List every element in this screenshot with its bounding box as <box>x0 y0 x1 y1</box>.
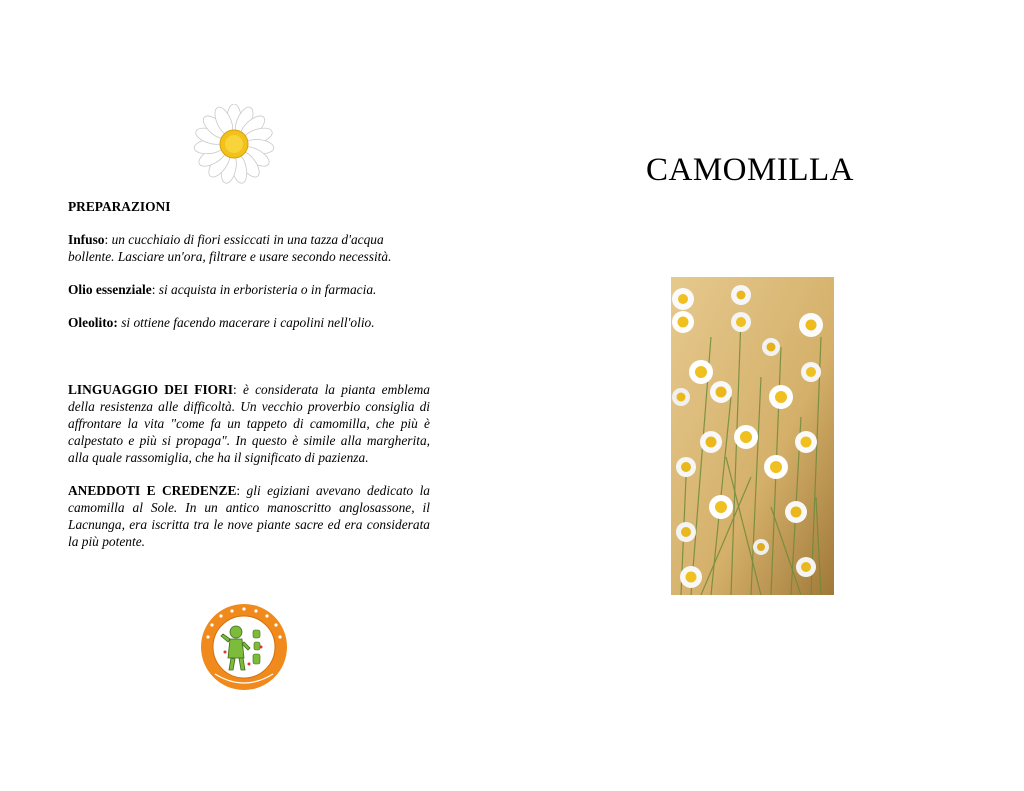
olio-label: Olio essenziale <box>68 282 152 297</box>
linguaggio-text: è considerata la pianta emblema della resistenza alle difficoltà. Un vecchio proverbio consiglia di affrontare la vita "come fa un tappeto di camomilla, che più è calpestato e più si propaga". In questo è simile alla margherita, alla quale rassomiglia, che ha il significato di pazienza. <box>68 382 430 465</box>
chamomile-photo <box>671 277 834 595</box>
infuso-sep: : <box>104 232 109 247</box>
preparazioni-heading: PREPARAZIONI <box>68 199 171 214</box>
oleolito-text: si ottiene facendo macerare i capolini nell'olio. <box>117 315 375 330</box>
aneddoti-paragraph <box>68 482 430 550</box>
text-column <box>68 198 430 550</box>
infuso-paragraph <box>68 231 430 265</box>
aneddoti-sep: : <box>236 483 241 498</box>
oleolito-paragraph <box>68 314 430 331</box>
page-title: CAMOMILLA <box>646 152 854 188</box>
oleolito-label: Oleolito: <box>68 315 118 330</box>
olio-paragraph <box>68 281 430 298</box>
linguaggio-label: LINGUAGGIO DEI FIORI <box>68 382 233 397</box>
aneddoti-text: gli egiziani avevano dedicato la camomilla al Sole. In un antico manoscritto anglosassone, il Lacnunga, era iscritta tra le nove piante sacre ed era considerata la più potente. <box>68 483 430 549</box>
cooperative-logo <box>199 602 289 692</box>
daisy-flower-image <box>190 104 276 184</box>
aneddoti-label: ANEDDOTI E CREDENZE <box>68 483 237 498</box>
olio-text: si acquista in erboristeria o in farmacia. <box>155 282 377 297</box>
infuso-label: Infuso <box>68 232 105 247</box>
olio-sep: : <box>151 282 156 297</box>
linguaggio-paragraph <box>68 381 430 466</box>
infuso-text: un cucchiaio di fiori essiccati in una tazza d'acqua bollente. Lasciare un'ora, filtrare e usare secondo necessità. <box>68 232 392 264</box>
linguaggio-sep: : <box>232 382 237 397</box>
